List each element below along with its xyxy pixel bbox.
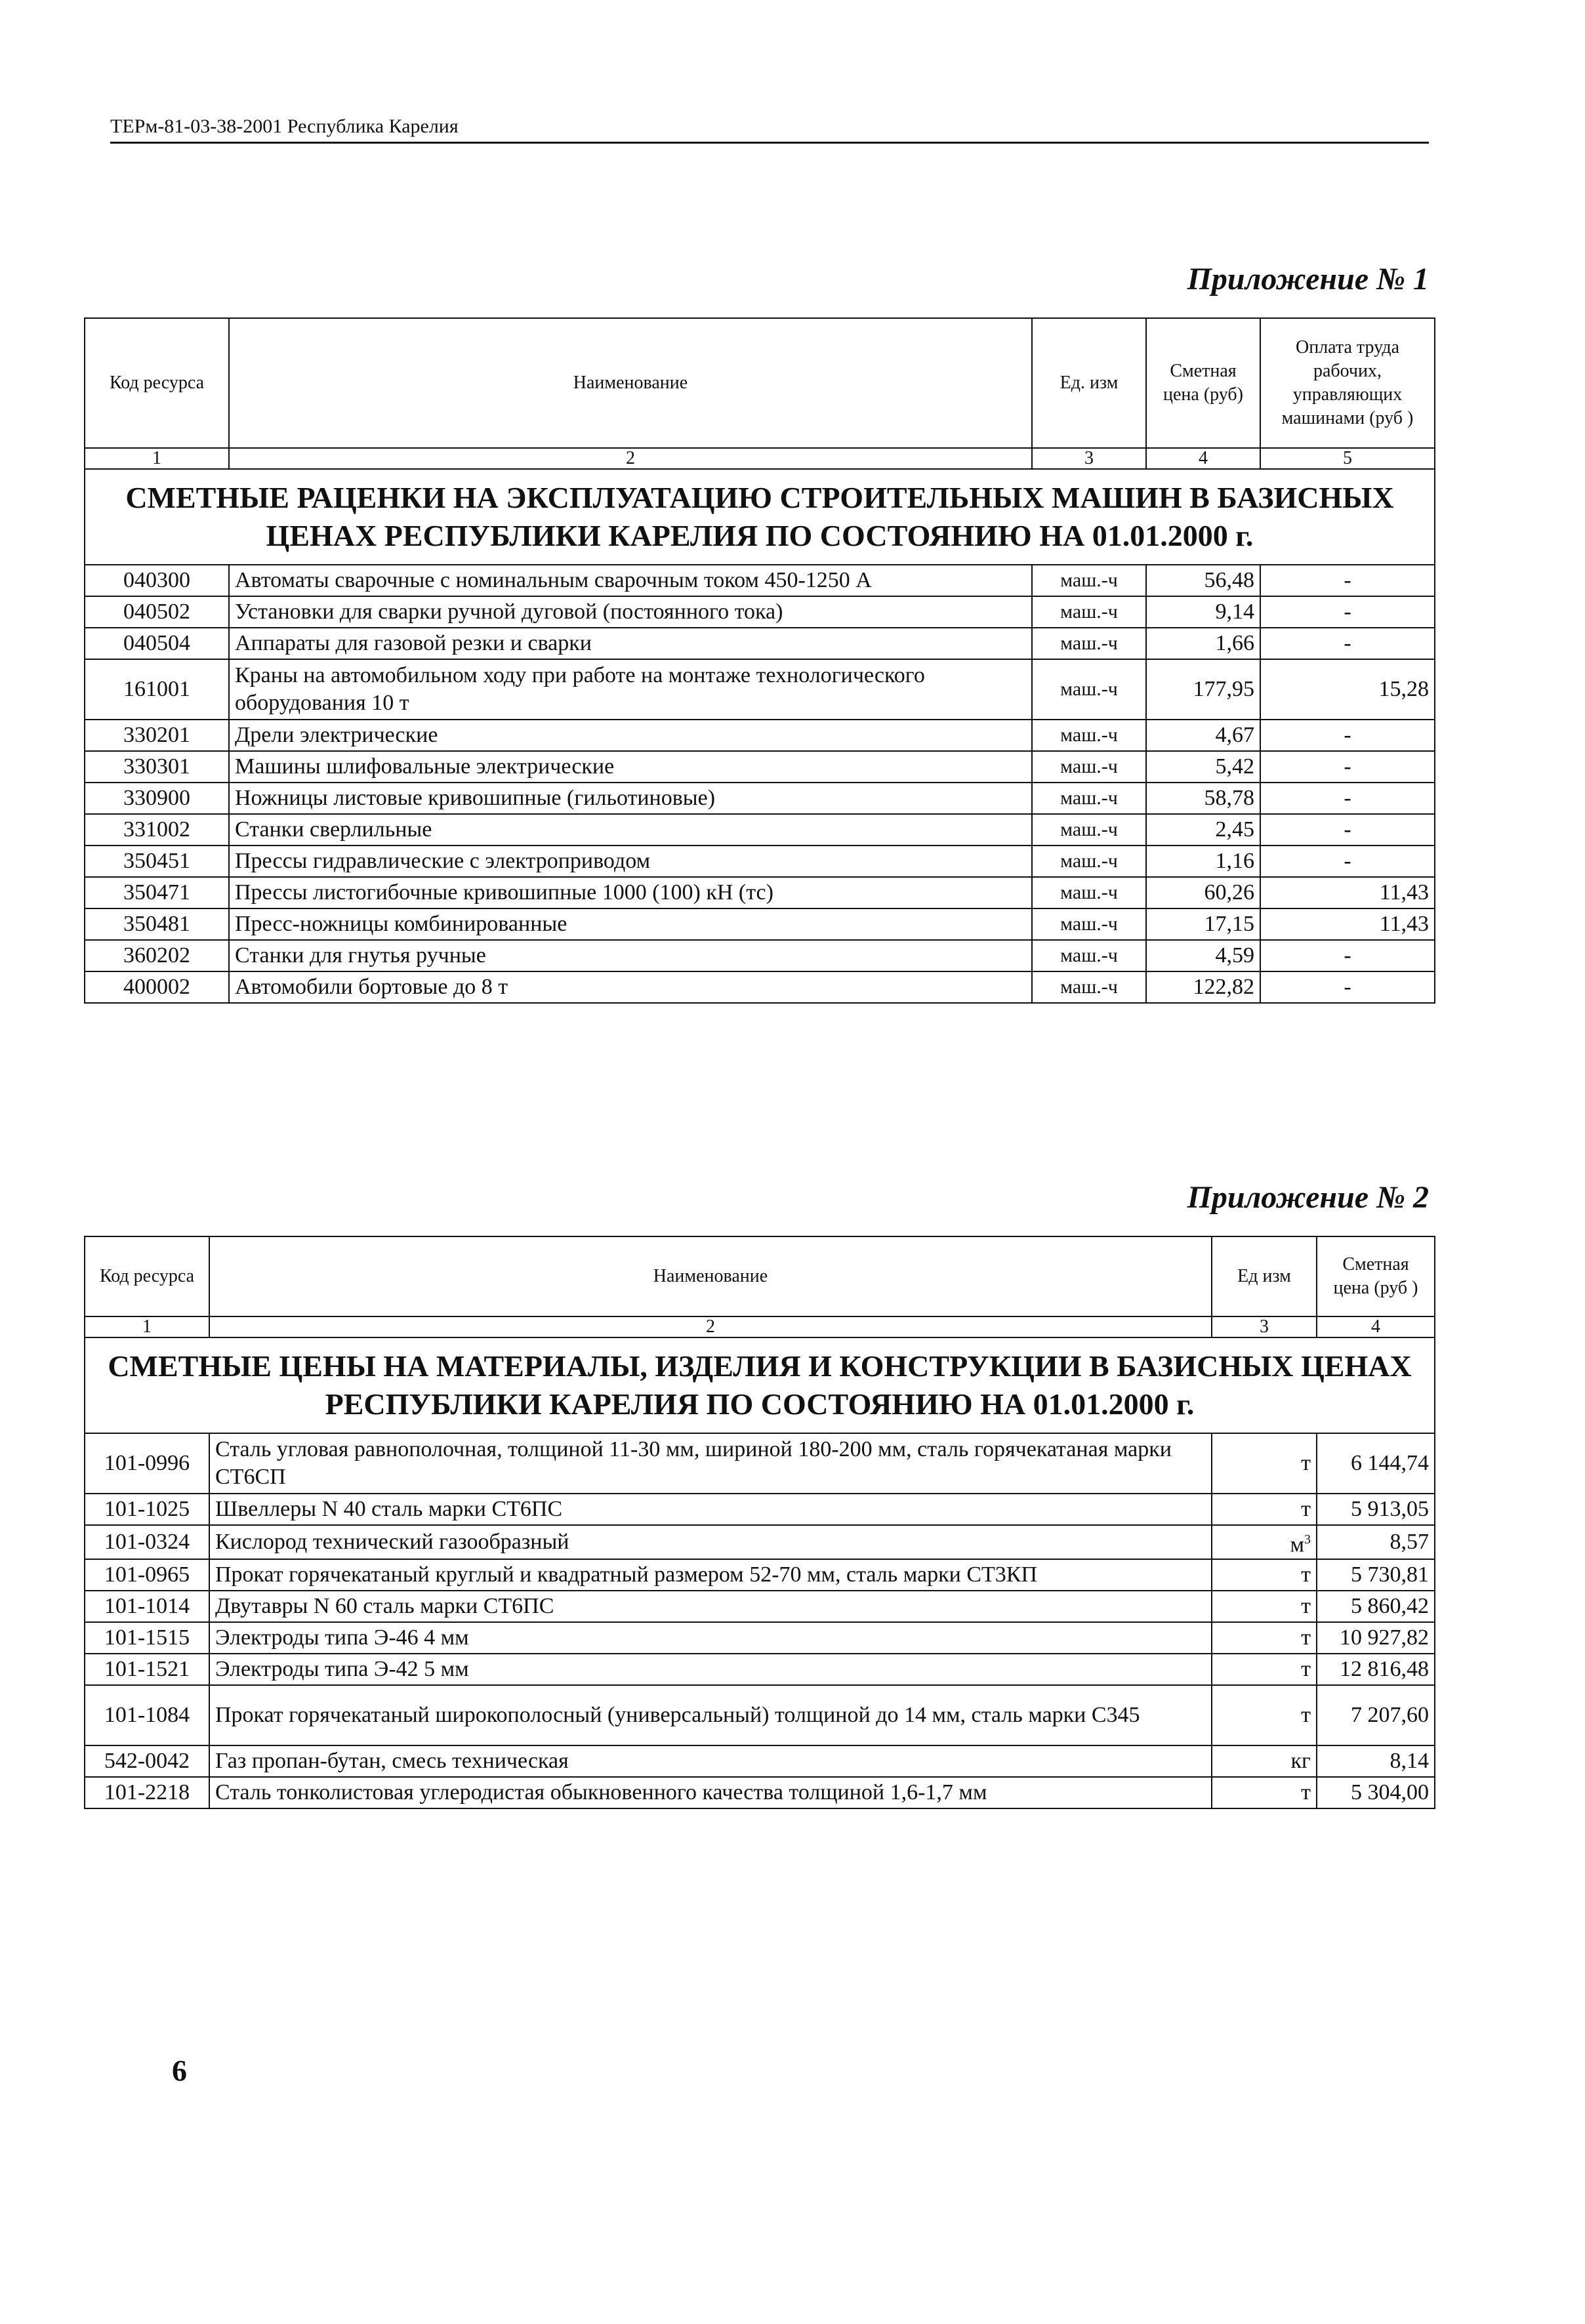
resource-code: 101-1025 <box>85 1494 209 1525</box>
estimated-price: 5 304,00 <box>1317 1777 1435 1808</box>
column-header-price: Сметная цена (руб) <box>1146 318 1260 448</box>
resource-code: 040502 <box>85 596 229 628</box>
estimated-price: 1,66 <box>1146 628 1260 659</box>
table-row <box>85 1622 1435 1654</box>
appendix-1-title: Приложение № 1 <box>1187 262 1429 296</box>
unit: маш.-ч <box>1032 940 1146 971</box>
column-number: 2 <box>229 448 1032 469</box>
unit-text: т <box>1301 1625 1311 1650</box>
resource-name: Двутавры N 60 сталь марки СТ6ПС <box>209 1591 1212 1622</box>
section-title: СМЕТНЫЕ РАЦЕНКИ НА ЭКСПЛУАТАЦИЮ СТРОИТЕЛЬНЫХ МАШИН В БАЗИСНЫХ ЦЕНАХ РЕСПУБЛИКИ КАРЕЛИЯ ПО СОСТОЯНИЮ НА 01.01.2000 г. <box>85 469 1435 565</box>
estimated-price: 5 860,42 <box>1317 1591 1435 1622</box>
unit <box>1212 1745 1317 1777</box>
resource-code: 400002 <box>85 971 229 1003</box>
unit <box>1212 1654 1317 1685</box>
unit-text: т <box>1301 1780 1311 1805</box>
resource-name: Установки для сварки ручной дуговой (постоянного тока) <box>229 596 1032 628</box>
labor-cost: 11,43 <box>1260 908 1435 940</box>
estimated-price: 2,45 <box>1146 814 1260 846</box>
column-header-name: Наименование <box>229 318 1032 448</box>
estimated-price: 1,16 <box>1146 846 1260 877</box>
unit: маш.-ч <box>1032 720 1146 751</box>
estimated-price: 56,48 <box>1146 565 1260 596</box>
estimated-price: 9,14 <box>1146 596 1260 628</box>
column-number: 5 <box>1260 448 1435 469</box>
estimated-price: 5 913,05 <box>1317 1494 1435 1525</box>
resource-code: 542-0042 <box>85 1745 209 1777</box>
unit: маш.-ч <box>1032 596 1146 628</box>
resource-name: Сталь тонколистовая углеродистая обыкновенного качества толщиной 1,6-1,7 мм <box>209 1777 1212 1808</box>
estimated-price: 8,57 <box>1317 1525 1435 1559</box>
unit-text: т <box>1301 1497 1311 1521</box>
machines-price-table <box>84 317 1435 1004</box>
unit-text: м <box>1290 1532 1304 1557</box>
labor-cost: - <box>1260 720 1435 751</box>
resource-code: 350451 <box>85 846 229 877</box>
resource-name: Сталь угловая равнополочная, толщиной 11-30 мм, шириной 180-200 мм, сталь горячекатаная марки СТ6СП <box>209 1433 1212 1494</box>
labor-cost: - <box>1260 751 1435 783</box>
estimated-price: 5,42 <box>1146 751 1260 783</box>
column-header-code: Код ресурса <box>85 318 229 448</box>
unit-text: т <box>1301 1594 1311 1619</box>
table-row <box>85 659 1435 720</box>
estimated-price: 58,78 <box>1146 783 1260 814</box>
column-header-unit: Ед. изм <box>1032 318 1146 448</box>
resource-code: 101-1515 <box>85 1622 209 1654</box>
labor-cost: 11,43 <box>1260 877 1435 908</box>
page-header <box>110 115 1429 144</box>
unit: маш.-ч <box>1032 628 1146 659</box>
estimated-price: 5 730,81 <box>1317 1559 1435 1591</box>
resource-name: Электроды типа Э-42 5 мм <box>209 1654 1212 1685</box>
unit: маш.-ч <box>1032 908 1146 940</box>
table-row <box>85 565 1435 596</box>
resource-name: Электроды типа Э-46 4 мм <box>209 1622 1212 1654</box>
resource-name: Пресс-ножницы комбинированные <box>229 908 1032 940</box>
labor-cost: - <box>1260 783 1435 814</box>
unit: маш.-ч <box>1032 814 1146 846</box>
resource-name: Автоматы сварочные с номинальным сварочным током 450-1250 А <box>229 565 1032 596</box>
table-row <box>85 1745 1435 1777</box>
estimated-price: 8,14 <box>1317 1745 1435 1777</box>
resource-code: 350481 <box>85 908 229 940</box>
column-number: 1 <box>85 448 229 469</box>
resource-code: 350471 <box>85 877 229 908</box>
materials-price-table <box>84 1236 1435 1809</box>
table-row <box>85 720 1435 751</box>
resource-code: 330301 <box>85 751 229 783</box>
unit <box>1212 1433 1317 1494</box>
estimated-price: 60,26 <box>1146 877 1260 908</box>
resource-name: Станки для гнутья ручные <box>229 940 1032 971</box>
resource-code: 161001 <box>85 659 229 720</box>
table-row <box>85 596 1435 628</box>
table-row <box>85 1494 1435 1525</box>
table-row <box>85 1559 1435 1591</box>
unit: маш.-ч <box>1032 846 1146 877</box>
estimated-price: 4,67 <box>1146 720 1260 751</box>
page-number: 6 <box>172 2054 187 2087</box>
estimated-price: 7 207,60 <box>1317 1685 1435 1745</box>
table-row <box>85 814 1435 846</box>
table-row <box>85 1433 1435 1494</box>
column-number: 3 <box>1212 1316 1317 1337</box>
table-row <box>85 1525 1435 1559</box>
unit: маш.-ч <box>1032 971 1146 1003</box>
column-header-code: Код ресурса <box>85 1236 209 1316</box>
appendix-2-title: Приложение № 2 <box>1187 1180 1429 1215</box>
resource-code: 040300 <box>85 565 229 596</box>
resource-name: Прессы гидравлические с электроприводом <box>229 846 1032 877</box>
column-number: 3 <box>1032 448 1146 469</box>
labor-cost: - <box>1260 971 1435 1003</box>
table-row <box>85 971 1435 1003</box>
estimated-price: 4,59 <box>1146 940 1260 971</box>
labor-cost: 15,28 <box>1260 659 1435 720</box>
labor-cost: - <box>1260 628 1435 659</box>
table-row <box>85 628 1435 659</box>
unit: маш.-ч <box>1032 565 1146 596</box>
unit-text: т <box>1301 1562 1311 1587</box>
unit <box>1212 1591 1317 1622</box>
resource-name: Аппараты для газовой резки и сварки <box>229 628 1032 659</box>
resource-code: 040504 <box>85 628 229 659</box>
resource-code: 101-2218 <box>85 1777 209 1808</box>
resource-code: 101-1014 <box>85 1591 209 1622</box>
column-header-name: Наименование <box>209 1236 1212 1316</box>
labor-cost: - <box>1260 596 1435 628</box>
resource-name: Машины шлифовальные электрические <box>229 751 1032 783</box>
resource-name: Прокат горячекатаный круглый и квадратный размером 52-70 мм, сталь марки СТ3КП <box>209 1559 1212 1591</box>
column-header-labor: Оплата труда рабочих, управляющих машинами (руб ) <box>1260 318 1435 448</box>
table-row <box>85 877 1435 908</box>
resource-name: Прокат горячекатаный широкополосный (универсальный) толщиной до 14 мм, сталь марки С345 <box>209 1685 1212 1745</box>
column-number: 4 <box>1146 448 1260 469</box>
column-header-price: Сметная цена (руб ) <box>1317 1236 1435 1316</box>
estimated-price: 6 144,74 <box>1317 1433 1435 1494</box>
resource-name: Швеллеры N 40 сталь марки СТ6ПС <box>209 1494 1212 1525</box>
resource-code: 101-0324 <box>85 1525 209 1559</box>
table-row <box>85 751 1435 783</box>
resource-code: 101-0965 <box>85 1559 209 1591</box>
table-row <box>85 1685 1435 1745</box>
column-number: 1 <box>85 1316 209 1337</box>
resource-code: 330201 <box>85 720 229 751</box>
labor-cost: - <box>1260 846 1435 877</box>
unit: маш.-ч <box>1032 751 1146 783</box>
unit: маш.-ч <box>1032 783 1146 814</box>
estimated-price: 122,82 <box>1146 971 1260 1003</box>
unit-text: кг <box>1290 1749 1311 1774</box>
unit <box>1212 1622 1317 1654</box>
resource-name: Прессы листогибочные кривошипные 1000 (100) кН (тс) <box>229 877 1032 908</box>
labor-cost: - <box>1260 940 1435 971</box>
estimated-price: 12 816,48 <box>1317 1654 1435 1685</box>
table-row <box>85 1654 1435 1685</box>
resource-code: 330900 <box>85 783 229 814</box>
resource-code: 101-1521 <box>85 1654 209 1685</box>
unit <box>1212 1777 1317 1808</box>
resource-name: Кислород технический газообразный <box>209 1525 1212 1559</box>
table-row <box>85 846 1435 877</box>
section-title: СМЕТНЫЕ ЦЕНЫ НА МАТЕРИАЛЫ, ИЗДЕЛИЯ И КОНСТРУКЦИИ В БАЗИСНЫХ ЦЕНАХ РЕСПУБЛИКИ КАРЕЛИЯ ПО СОСТОЯНИЮ НА 01.01.2000 г. <box>85 1337 1435 1433</box>
resource-name: Автомобили бортовые до 8 т <box>229 971 1032 1003</box>
unit <box>1212 1685 1317 1745</box>
table-row <box>85 1591 1435 1622</box>
unit: маш.-ч <box>1032 877 1146 908</box>
column-header-unit: Ед изм <box>1212 1236 1317 1316</box>
table-row <box>85 1777 1435 1808</box>
estimated-price: 10 927,82 <box>1317 1622 1435 1654</box>
unit: маш.-ч <box>1032 659 1146 720</box>
resource-code: 101-1084 <box>85 1685 209 1745</box>
resource-name: Станки сверлильные <box>229 814 1032 846</box>
resource-code: 331002 <box>85 814 229 846</box>
resource-name: Дрели электрические <box>229 720 1032 751</box>
unit-text: т <box>1301 1703 1311 1728</box>
unit-superscript: 3 <box>1304 1532 1311 1547</box>
resource-name: Краны на автомобильном ходу при работе на монтаже технологического оборудования 10 т <box>229 659 1032 720</box>
unit <box>1212 1494 1317 1525</box>
estimated-price: 17,15 <box>1146 908 1260 940</box>
table-row <box>85 908 1435 940</box>
document-title: ТЕРм-81-03-38-2001 Республика Карелия <box>110 115 459 137</box>
resource-code: 101-0996 <box>85 1433 209 1494</box>
table-row <box>85 783 1435 814</box>
labor-cost: - <box>1260 565 1435 596</box>
estimated-price: 177,95 <box>1146 659 1260 720</box>
unit <box>1212 1559 1317 1591</box>
table-row <box>85 940 1435 971</box>
column-number: 4 <box>1317 1316 1435 1337</box>
unit <box>1212 1525 1317 1559</box>
resource-name: Газ пропан-бутан, смесь техническая <box>209 1745 1212 1777</box>
unit-text: т <box>1301 1451 1311 1475</box>
unit-text: т <box>1301 1657 1311 1682</box>
resource-code: 360202 <box>85 940 229 971</box>
resource-name: Ножницы листовые кривошипные (гильотиновые) <box>229 783 1032 814</box>
labor-cost: - <box>1260 814 1435 846</box>
column-number: 2 <box>209 1316 1212 1337</box>
